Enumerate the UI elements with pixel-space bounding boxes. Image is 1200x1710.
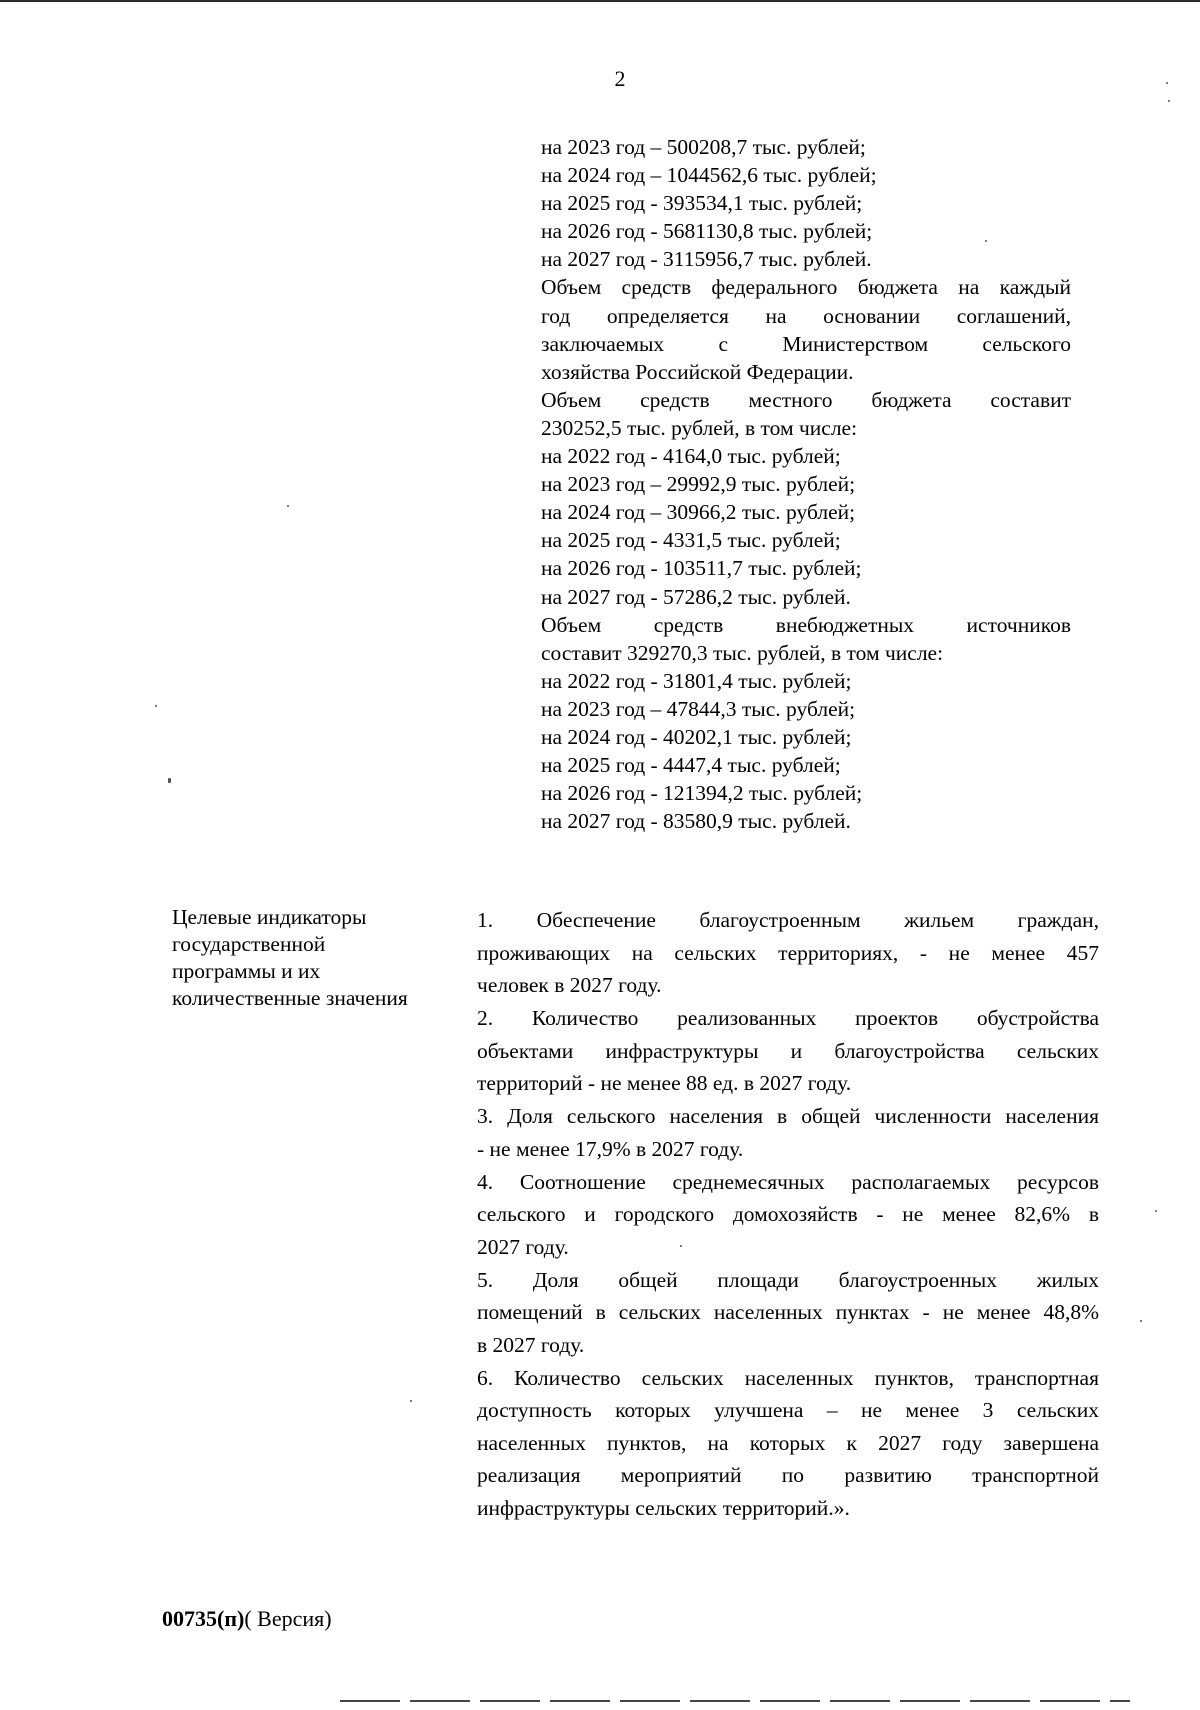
indicators-list xyxy=(477,904,1099,1525)
indicator-item-3 xyxy=(477,1100,1099,1165)
federal-note xyxy=(541,273,1071,385)
funding-line: на 2027 год - 83580,9 тыс. рублей. xyxy=(541,809,851,834)
indicator-line: сельского и городского домохозяйств - не менее 82,6% в xyxy=(477,1202,1099,1226)
funding-line: на 2023 год – 500208,7 тыс. рублей; xyxy=(541,135,866,159)
indicators-label-line: программы и их xyxy=(172,959,321,983)
indicator-item-4 xyxy=(477,1166,1099,1264)
funding-line: на 2024 год - 40202,1 тыс. рублей; xyxy=(541,724,852,749)
scan-speck xyxy=(1166,82,1168,84)
funding-line: на 2025 год - 4447,4 тыс. рублей; xyxy=(541,753,841,778)
indicator-line: объектами инфраструктуры и благоустройства сельских xyxy=(477,1038,1099,1063)
indicator-line: территорий - не менее 88 ед. в 2027 году. xyxy=(477,1071,852,1095)
page-number: 2 xyxy=(614,66,626,91)
indicator-item-6 xyxy=(477,1362,1099,1525)
document-code-version: ( Версия) xyxy=(244,1606,332,1631)
indicator-line: реализация мероприятий по развитию транспортной xyxy=(477,1463,1099,1487)
indicator-line: инфраструктуры сельских территорий.». xyxy=(477,1495,850,1520)
federal-years xyxy=(541,133,1071,273)
indicator-line: доступность которых улучшена – не менее 3 сельских xyxy=(477,1398,1099,1422)
funding-line: на 2025 год - 4331,5 тыс. рублей; xyxy=(541,528,841,553)
indicator-line: 6. Количество сельских населенных пунктов, транспортная xyxy=(477,1365,1099,1390)
indicators-label-line: государственной xyxy=(172,932,326,956)
indicators-label-line: Целевые индикаторы xyxy=(172,905,367,929)
scan-speck xyxy=(1168,100,1170,102)
scan-speck xyxy=(680,1245,682,1247)
indicator-line: помещений в сельских населенных пунктах - не менее 48,8% xyxy=(477,1300,1099,1324)
federal-note-line: хозяйства Российской Федерации. xyxy=(541,359,854,384)
funding-line: на 2026 год - 103511,7 тыс. рублей; xyxy=(541,556,862,581)
extra-intro-line: составит 329270,3 тыс. рублей, в том числе: xyxy=(541,640,944,665)
funding-line: на 2024 год – 1044562,6 тыс. рублей; xyxy=(541,163,877,188)
funding-line: на 2026 год - 121394,2 тыс. рублей; xyxy=(541,781,863,806)
funding-line: на 2022 год - 4164,0 тыс. рублей; xyxy=(541,444,841,469)
funding-line: на 2022 год - 31801,4 тыс. рублей; xyxy=(541,668,852,693)
bottom-scan-edge xyxy=(340,1700,1130,1702)
scan-speck xyxy=(985,240,987,242)
indicator-line: в 2027 году. xyxy=(477,1332,585,1357)
indicator-item-5 xyxy=(477,1264,1099,1362)
local-budget xyxy=(541,386,1071,611)
funding-line: на 2023 год – 47844,3 тыс. рублей; xyxy=(541,696,856,721)
indicator-line: - не менее 17,9% в 2027 году. xyxy=(477,1136,744,1161)
indicator-line: 4. Соотношение среднемесячных располагаемых ресурсов xyxy=(477,1169,1099,1194)
document-code-number: 00735(п) xyxy=(162,1606,245,1631)
indicator-line: населенных пунктов, на которых к 2027 году завершена xyxy=(477,1430,1099,1455)
scan-speck xyxy=(168,778,171,783)
indicator-item-2 xyxy=(477,1002,1099,1100)
funding-line: на 2023 год – 29992,9 тыс. рублей; xyxy=(541,472,856,497)
indicator-line: человек в 2027 году. xyxy=(477,973,662,997)
funding-line: на 2026 год - 5681130,8 тыс. рублей; xyxy=(541,219,873,244)
scan-speck xyxy=(410,1400,412,1402)
funding-block xyxy=(541,133,1071,835)
scan-speck xyxy=(1155,1210,1157,1212)
funding-line: на 2027 год - 3115956,7 тыс. рублей. xyxy=(541,247,872,272)
indicator-line: 5. Доля общей площади благоустроенных жилых xyxy=(477,1267,1099,1292)
funding-line: на 2024 год – 30966,2 тыс. рублей; xyxy=(541,500,856,525)
funding-line: на 2025 год - 393534,1 тыс. рублей; xyxy=(541,191,863,216)
indicator-line: 1. Обеспечение благоустроенным жильем граждан, xyxy=(477,908,1099,932)
federal-note-line: заключаемых с Министерством сельского xyxy=(541,331,1071,356)
extrabudget xyxy=(541,611,1071,836)
indicators-label xyxy=(172,904,452,1012)
extra-intro-line: Объем средств внебюджетных источников xyxy=(541,612,1071,637)
indicator-line: проживающих на сельских территориях, - не менее 457 xyxy=(477,940,1099,965)
local-intro-line: 230252,5 тыс. рублей, в том числе: xyxy=(541,415,858,440)
federal-note-line: год определяется на основании соглашений, xyxy=(541,303,1071,328)
indicators-label-line: количественные значения xyxy=(172,986,408,1010)
indicator-line: 3. Доля сельского населения в общей численности населения xyxy=(477,1104,1099,1128)
local-intro-line: Объем средств местного бюджета составит xyxy=(541,387,1071,412)
funding-line: на 2027 год - 57286,2 тыс. рублей. xyxy=(541,584,851,609)
indicator-line: 2. Количество реализованных проектов обустройства xyxy=(477,1006,1099,1030)
scan-speck xyxy=(1140,1320,1142,1322)
federal-note-line: Объем средств федерального бюджета на каждый xyxy=(541,275,1071,300)
indicator-line: 2027 году. xyxy=(477,1234,569,1259)
scan-speck xyxy=(287,505,289,507)
scan-speck xyxy=(155,705,157,707)
document-code xyxy=(162,1606,332,1632)
indicator-item-1 xyxy=(477,904,1099,1002)
top-scan-edge xyxy=(0,0,1200,2)
